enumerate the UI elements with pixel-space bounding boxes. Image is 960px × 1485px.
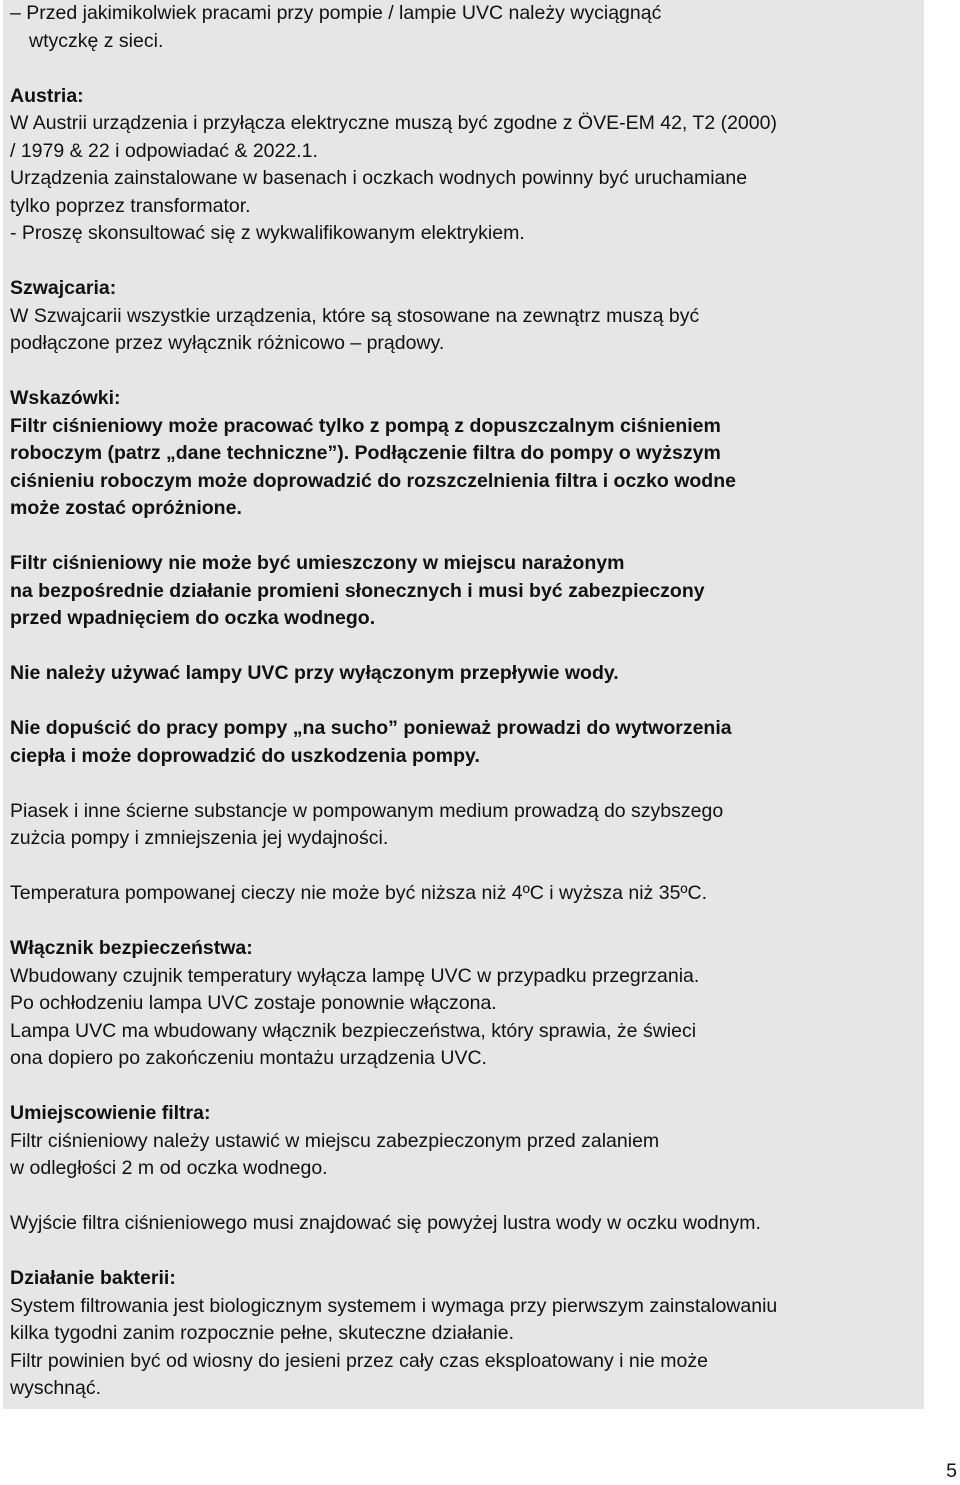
- document-body: [10, 0, 922, 1430]
- bacteria-line: Filtr powinien być od wiosny do jesieni przez cały czas eksploatowany i nie może: [10, 1349, 708, 1372]
- sand-line: zużcia pompy i zmniejszenia jej wydajności.: [10, 827, 389, 849]
- outlet-section: [10, 1210, 922, 1238]
- intro-line: – Przed jakimikolwiek pracami przy pompie / lampie UVC należy wyciągnąć: [10, 2, 662, 24]
- hints-section: [10, 385, 922, 523]
- bacteria-section: [10, 1265, 922, 1403]
- switzerland-line: W Szwajcarii wszystkie urządzenia, które są stosowane na zewnątrz muszą być: [10, 304, 700, 327]
- hints-p1-line: może zostać opróżnione.: [10, 497, 242, 519]
- hints-p4-line: Nie dopuścić do pracy pompy „na sucho” ponieważ prowadzi do wytworzenia: [10, 717, 732, 739]
- hints-p2-line: przed wpadnięciem do oczka wodnego.: [10, 607, 376, 629]
- intro-line: wtyczkę z sieci.: [29, 29, 164, 52]
- austria-section: [10, 83, 922, 248]
- hints-p4-line: ciepła i może doprowadzić do uszkodzenia pompy.: [10, 744, 480, 767]
- austria-line: tylko poprzez transformator.: [10, 194, 251, 217]
- hints-p2-line: Filtr ciśnieniowy nie może być umieszczony w miejscu narażonym: [10, 552, 625, 574]
- austria-line: - Proszę skonsultować się z wykwalifikowanym elektrykiem.: [10, 222, 525, 244]
- content-panel: [3, 0, 924, 1409]
- switzerland-heading: Szwajcaria:: [10, 277, 117, 299]
- switzerland-line: podłączone przez wyłącznik różnicowo – prądowy.: [10, 332, 445, 354]
- austria-line: Urządzenia zainstalowane w basenach i oczkach wodnych powinny być uruchamiane: [10, 167, 748, 189]
- safety-switch-line: ona dopiero po zakończeniu montażu urządzenia UVC.: [10, 1047, 487, 1069]
- safety-switch-heading: Włącznik bezpieczeństwa:: [10, 937, 253, 959]
- sand-line: Piasek i inne ścierne substancje w pompowanym medium prowadzą do szybszego: [10, 799, 724, 822]
- outlet-line: Wyjście filtra ciśnieniowego musi znajdować się powyżej lustra wody w oczku wodnym.: [10, 1212, 761, 1234]
- safety-switch-section: [10, 935, 922, 1073]
- bacteria-line: wyschnąć.: [10, 1377, 102, 1399]
- temperature-section: [10, 880, 922, 908]
- filter-location-line: Filtr ciśnieniowy należy ustawić w miejscu zabezpieczonym przed zalaniem: [10, 1129, 660, 1152]
- safety-switch-line: Po ochłodzeniu lampa UVC zostaje ponownie włączona.: [10, 992, 497, 1014]
- bacteria-heading: Działanie bakterii:: [10, 1267, 176, 1289]
- austria-line: W Austrii urządzenia i przyłącza elektryczne muszą być zgodne z ÖVE-EM 42, T2 (2000): [10, 112, 777, 134]
- hints-heading: Wskazówki:: [10, 387, 121, 409]
- austria-line: / 1979 & 22 i odpowiadać & 2022.1.: [10, 139, 318, 162]
- hints-p3-line: Nie należy używać lampy UVC przy wyłączonym przepływie wody.: [10, 662, 619, 684]
- intro-section: [10, 0, 922, 55]
- page-number: 5: [946, 1460, 957, 1482]
- hints-p3: [10, 660, 922, 688]
- austria-heading: Austria:: [10, 84, 84, 107]
- hints-p2: [10, 550, 922, 633]
- hints-p1-line: ciśnieniu roboczym może doprowadzić do rozszczelnienia filtra i oczko wodne: [10, 469, 736, 492]
- bacteria-line: System filtrowania jest biologicznym systemem i wymaga przy pierwszym zainstalowaniu: [10, 1294, 778, 1317]
- filter-location-heading: Umiejscowienie filtra:: [10, 1102, 211, 1124]
- sand-section: [10, 798, 922, 853]
- safety-switch-line: Wbudowany czujnik temperatury wyłącza lampę UVC w przypadku przegrzania.: [10, 964, 700, 987]
- bacteria-line: kilka tygodni zanim rozpocznie pełne, skuteczne działanie.: [10, 1322, 515, 1344]
- hints-p4: [10, 715, 922, 770]
- switzerland-section: [10, 275, 922, 358]
- hints-p1-line: Filtr ciśnieniowy może pracować tylko z pompą z dopuszczalnym ciśnieniem: [10, 414, 721, 437]
- filter-location-section: [10, 1100, 922, 1183]
- hints-p1-line: roboczym (patrz „dane techniczne”). Podłączenie filtra do pompy o wyższym: [10, 442, 721, 464]
- hints-p2-line: na bezpośrednie działanie promieni słonecznych i musi być zabezpieczony: [10, 579, 705, 602]
- temperature-line: Temperatura pompowanej cieczy nie może być niższa niż 4ºC i wyższa niż 35ºC.: [10, 882, 708, 904]
- safety-switch-line: Lampa UVC ma wbudowany włącznik bezpieczeństwa, który sprawia, że świeci: [10, 1019, 697, 1042]
- filter-location-line: w odległości 2 m od oczka wodnego.: [10, 1157, 328, 1179]
